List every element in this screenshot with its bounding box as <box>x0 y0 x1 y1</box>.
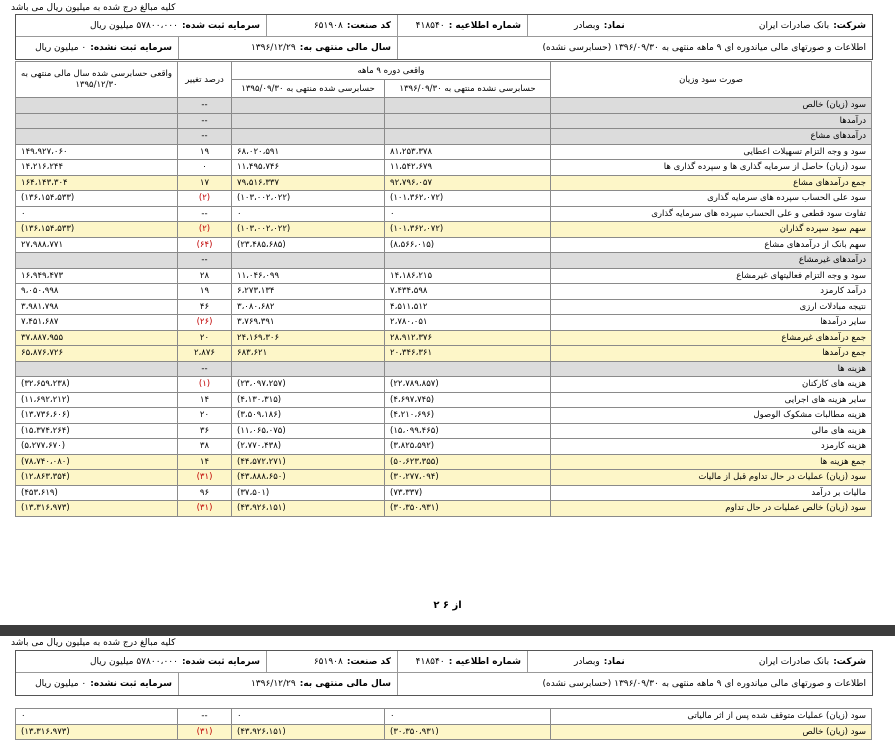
cell-current <box>385 98 551 114</box>
cell-previous: ۳،۰۸۰،۶۸۲ <box>232 299 385 315</box>
row-label: سود (زیان) خالص <box>551 724 872 740</box>
table-row <box>16 175 872 191</box>
cell-year: ۲۷،۹۸۸،۷۷۱ <box>16 237 178 253</box>
row-label: هزینه کارمزد <box>551 439 872 455</box>
table-row <box>16 392 872 408</box>
cell-change: (۳۱) <box>178 724 232 740</box>
row-label: جمع درآمدهای مشاع <box>551 175 872 191</box>
capital-unregistered-value-2: ۰ میلیون ریال <box>35 679 87 689</box>
cell-year: ۱۴،۲۱۶،۲۴۴ <box>16 160 178 176</box>
cell-current: ۱۱،۵۴۲،۶۷۹ <box>385 160 551 176</box>
table-row <box>16 144 872 160</box>
cell-year: (۱۳۶،۱۵۴،۵۳۳) <box>16 222 178 238</box>
table-row <box>16 709 872 725</box>
cell-year: ۳۷،۸۸۷،۹۵۵ <box>16 330 178 346</box>
row-label: هزینه های کارکنان <box>551 377 872 393</box>
cell-current: (۳۰،۲۷۷،۰۹۴) <box>385 470 551 486</box>
cell-year: ۹،۰۵۰،۹۹۸ <box>16 284 178 300</box>
cell-previous: (۲۳،۴۸۵،۶۸۵) <box>232 237 385 253</box>
cell-current: (۴،۲۱۰،۶۹۶) <box>385 408 551 424</box>
cell-previous: ۱۱،۰۴۶،۰۹۹ <box>232 268 385 284</box>
row-label: سود علی الحساب سپرده های سرمایه گذاری <box>551 191 872 207</box>
cell-year: (۵،۲۷۷،۶۷۰) <box>16 439 178 455</box>
cell-previous: ۲۴،۱۶۹،۳۰۶ <box>232 330 385 346</box>
cell-year: ۱۶۴،۱۴۳،۳۰۴ <box>16 175 178 191</box>
cell-change: ۲۰ <box>178 330 232 346</box>
cell-current: (۱۰۱،۳۶۲،۰۷۲) <box>385 222 551 238</box>
table-row <box>16 268 872 284</box>
cell-previous: (۱۰۳،۰۰۲،۰۲۲) <box>232 222 385 238</box>
cell-previous <box>232 253 385 269</box>
notice-cell <box>397 15 527 36</box>
fiscal-cell <box>178 37 397 59</box>
row-label: سود (زیان) حاصل از سرمایه گذاری ها و سپرده گذاری ها <box>551 160 872 176</box>
amount-unit-note: کلیه مبالغ درج شده به میلیون ریال می باشد <box>11 3 176 13</box>
cell-change: (۱) <box>178 377 232 393</box>
cell-previous <box>232 98 385 114</box>
cell-change: -- <box>178 129 232 145</box>
row-label: جمع درآمدها <box>551 346 872 362</box>
cell-year: (۱۵،۳۷۴،۲۶۴) <box>16 423 178 439</box>
cell-year: ۱۴۹،۹۲۷،۰۶۰ <box>16 144 178 160</box>
cell-year: (۱۳،۳۱۶،۹۷۳) <box>16 724 178 740</box>
cell-year: (۴۵۳،۶۱۹) <box>16 485 178 501</box>
cell-previous: (۴۳،۸۸۸،۶۵۰) <box>232 470 385 486</box>
industry-cell-2 <box>266 651 397 672</box>
industry-cell <box>266 15 397 36</box>
row-label: مالیات بر درآمد <box>551 485 872 501</box>
cell-previous: (۳،۵۰۹،۱۸۶) <box>232 408 385 424</box>
cell-change: ۳۶ <box>178 423 232 439</box>
cell-current: (۷۳،۳۳۷) <box>385 485 551 501</box>
fiscal-date-2: ۱۳۹۶/۱۲/۲۹ <box>250 679 296 689</box>
table-row <box>16 315 872 331</box>
cell-change: ۲،۸۷۶ <box>178 346 232 362</box>
cell-current: ۹۲،۷۹۶،۰۵۷ <box>385 175 551 191</box>
cell-year: ۰ <box>16 709 178 725</box>
cell-change: ۹۶ <box>178 485 232 501</box>
table-row <box>16 330 872 346</box>
cell-previous: (۱۱،۰۶۵،۰۷۵) <box>232 423 385 439</box>
cell-change: ۲۰ <box>178 408 232 424</box>
fiscal-label: سال مالی منتهی به: <box>299 43 391 53</box>
symbol-label-2: نماد: <box>603 656 625 667</box>
row-label: نتیجه مبادلات ارزی <box>551 299 872 315</box>
company-cell-2 <box>527 651 872 672</box>
row-label: درآمدهای غیرمشاع <box>551 253 872 269</box>
cell-current: (۱۰۱،۳۶۲،۰۷۲) <box>385 191 551 207</box>
cell-change: ۴۶ <box>178 299 232 315</box>
report-header <box>15 14 873 60</box>
cell-current: ۲۰،۳۴۶،۳۶۱ <box>385 346 551 362</box>
table-row <box>16 408 872 424</box>
table-row <box>16 160 872 176</box>
notice-number: ۴۱۸۵۴۰ <box>415 20 445 31</box>
row-label: درآمدهای مشاع <box>551 129 872 145</box>
table-row <box>16 113 872 129</box>
cell-year: (۱۳،۷۳۶،۶۰۶) <box>16 408 178 424</box>
notice-label-2: شماره اطلاعیه : <box>448 656 521 667</box>
cell-change: -- <box>178 253 232 269</box>
company-name-2: بانک صادرات ایران <box>758 656 830 667</box>
page-number: ۲ از ۶ <box>433 600 462 611</box>
table-row <box>16 284 872 300</box>
row-label: سود (زیان) خالص <box>551 98 872 114</box>
cell-year: (۱۳،۳۱۶،۹۷۳) <box>16 501 178 517</box>
cell-current: (۱۵،۰۹۹،۴۶۵) <box>385 423 551 439</box>
cell-change: (۶۴) <box>178 237 232 253</box>
symbol-value-2: وبصادر <box>574 656 600 667</box>
cell-change: (۲) <box>178 191 232 207</box>
cell-previous <box>232 129 385 145</box>
capital-unregistered-cell <box>16 37 178 59</box>
cell-previous: (۲،۷۷۰،۴۳۸) <box>232 439 385 455</box>
industry-code: ۶۵۱۹۰۸ <box>313 20 343 31</box>
row-label: سود (زیان) عملیات متوقف شده پس از اثر مالیاتی <box>551 709 872 725</box>
cell-previous: (۱۰۳،۰۰۲،۰۲۲) <box>232 191 385 207</box>
cell-previous: ۰ <box>232 206 385 222</box>
table-row <box>16 98 872 114</box>
cell-change: ۱۴ <box>178 454 232 470</box>
cell-previous: ۶۸،۰۲۰،۵۹۱ <box>232 144 385 160</box>
cell-change: (۳۱) <box>178 501 232 517</box>
row-label: سود و وجه التزام فعالیتهای غیرمشاع <box>551 268 872 284</box>
notice-number-2: ۴۱۸۵۴۰ <box>415 656 445 667</box>
row-label: درآمد کارمزد <box>551 284 872 300</box>
cell-year <box>16 361 178 377</box>
cell-current <box>385 129 551 145</box>
row-label: سایر هزینه های اجرایی <box>551 392 872 408</box>
cell-year <box>16 98 178 114</box>
income-statement-table <box>15 61 872 517</box>
row-label: تفاوت سود قطعی و علی الحساب سپرده های سرمایه گذاری <box>551 206 872 222</box>
table-row <box>16 501 872 517</box>
cell-previous: ۱۱،۴۹۵،۷۴۶ <box>232 160 385 176</box>
income-statement-table-2 <box>15 708 872 740</box>
row-label: سهم بانک از درآمدهای مشاع <box>551 237 872 253</box>
capital-registered-value: ۵۷۸۰۰،۰۰۰ میلیون ریال <box>90 20 178 31</box>
cell-change: -- <box>178 361 232 377</box>
cell-previous: ۶۸۳،۶۲۱ <box>232 346 385 362</box>
table-row <box>16 237 872 253</box>
cell-current: (۳۰،۳۵۰،۹۳۱) <box>385 724 551 740</box>
industry-label-2: کد صنعت: <box>346 656 391 667</box>
row-label: هزینه ها <box>551 361 872 377</box>
cell-year: ۷،۴۵۱،۶۸۷ <box>16 315 178 331</box>
symbol-label: نماد: <box>603 20 625 31</box>
col-item-header: صورت سود وزیان <box>551 62 872 98</box>
cell-previous <box>232 113 385 129</box>
cell-current: ۲،۷۸۰،۰۵۱ <box>385 315 551 331</box>
amount-unit-note-2: کلیه مبالغ درج شده به میلیون ریال می باشد <box>11 638 176 648</box>
row-label: جمع درآمدهای غیرمشاع <box>551 330 872 346</box>
table-row <box>16 191 872 207</box>
cell-change: -- <box>178 206 232 222</box>
cell-previous: (۴۳،۹۲۶،۱۵۱) <box>232 724 385 740</box>
cell-previous <box>232 361 385 377</box>
capital-unregistered-value: ۰ میلیون ریال <box>35 43 87 53</box>
cell-change: (۲۶) <box>178 315 232 331</box>
cell-current <box>385 253 551 269</box>
report-description-2: اطلاعات و صورتهای مالی میاندوره ای ۹ ماهه منتهی به ۱۳۹۶/۰۹/۳۰ (حسابرسی نشده) <box>542 679 866 689</box>
cell-current: ۴،۵۱۱،۵۱۲ <box>385 299 551 315</box>
cell-year <box>16 113 178 129</box>
cell-change: ۰ <box>178 160 232 176</box>
table-row <box>16 377 872 393</box>
row-label: سهم سود سپرده گذاران <box>551 222 872 238</box>
cell-current: ۸۱،۲۵۳،۳۷۸ <box>385 144 551 160</box>
description-cell-2 <box>397 673 872 695</box>
cell-current: ۲۸،۹۱۲،۳۷۶ <box>385 330 551 346</box>
cell-change: ۱۹ <box>178 284 232 300</box>
cell-change: (۳۱) <box>178 470 232 486</box>
col-year-header: واقعی حسابرسی شده سال مالی منتهی به ۱۳۹۵/۱۲/۳۰ <box>16 62 178 98</box>
cell-previous: ۳،۷۶۹،۳۹۱ <box>232 315 385 331</box>
col-previous-header: حسابرسی شده منتهی به ۱۳۹۵/۰۹/۳۰ <box>232 80 385 98</box>
cell-change: ۲۸ <box>178 268 232 284</box>
cell-change: ۳۸ <box>178 439 232 455</box>
cell-current <box>385 113 551 129</box>
cell-year: (۱۲،۸۶۳،۳۵۴) <box>16 470 178 486</box>
row-label: جمع هزینه ها <box>551 454 872 470</box>
cell-change: -- <box>178 98 232 114</box>
cell-year: (۱۱،۶۹۲،۲۱۲) <box>16 392 178 408</box>
cell-year: ۳،۹۸۱،۷۹۸ <box>16 299 178 315</box>
cell-previous: (۴،۱۳۰،۳۱۵) <box>232 392 385 408</box>
row-label: سود (زیان) خالص عملیات در حال تداوم <box>551 501 872 517</box>
row-label: هزینه مطالبات مشکوک الوصول <box>551 408 872 424</box>
notice-label: شماره اطلاعیه : <box>448 20 521 31</box>
cell-change: ۱۹ <box>178 144 232 160</box>
company-cell <box>527 15 872 36</box>
table-row <box>16 423 872 439</box>
capital-unregistered-label-2: سرمایه ثبت نشده: <box>90 679 172 689</box>
capital-registered-value-2: ۵۷۸۰۰،۰۰۰ میلیون ریال <box>90 656 178 667</box>
cell-previous: ۶،۲۷۳،۱۳۴ <box>232 284 385 300</box>
row-label: سود و وجه التزام تسهیلات اعطایی <box>551 144 872 160</box>
cell-previous: (۴۴،۵۷۲،۲۷۱) <box>232 454 385 470</box>
cell-change: -- <box>178 709 232 725</box>
table-row <box>16 346 872 362</box>
cell-year <box>16 253 178 269</box>
symbol-value: وبصادر <box>574 20 600 31</box>
cell-current: (۳۰،۳۵۰،۹۳۱) <box>385 501 551 517</box>
cell-year: ۶۵،۸۷۶،۷۲۶ <box>16 346 178 362</box>
table-row <box>16 222 872 238</box>
cell-current: (۵۰،۶۲۳،۳۵۵) <box>385 454 551 470</box>
cell-current: (۲۲،۷۸۹،۸۵۷) <box>385 377 551 393</box>
fiscal-cell-2 <box>178 673 397 695</box>
table-row <box>16 724 872 740</box>
cell-change: -- <box>178 113 232 129</box>
cell-previous: ۰ <box>232 709 385 725</box>
capital-registered-cell <box>16 15 266 36</box>
industry-code-2: ۶۵۱۹۰۸ <box>313 656 343 667</box>
cell-change: ۱۴ <box>178 392 232 408</box>
fiscal-date: ۱۳۹۶/۱۲/۲۹ <box>250 43 296 53</box>
cell-year: ۱۶،۹۴۹،۴۷۳ <box>16 268 178 284</box>
capital-unregistered-label: سرمایه ثبت نشده: <box>90 43 172 53</box>
cell-year: (۳۲،۶۵۹،۲۳۸) <box>16 377 178 393</box>
cell-year: (۱۳۶،۱۵۴،۵۳۳) <box>16 191 178 207</box>
company-label-2: شرکت: <box>833 656 866 667</box>
cell-change: (۲) <box>178 222 232 238</box>
capital-registered-label: سرمایه ثبت شده: <box>181 20 260 31</box>
col-group-header: واقعی دوره ۹ ماهه <box>232 62 551 80</box>
row-label: سایر درآمدها <box>551 315 872 331</box>
cell-current: ۱۴،۱۸۶،۲۱۵ <box>385 268 551 284</box>
cell-current: (۸،۵۶۶،۰۱۵) <box>385 237 551 253</box>
capital-registered-label-2: سرمایه ثبت شده: <box>181 656 260 667</box>
table-row <box>16 439 872 455</box>
table-row <box>16 129 872 145</box>
row-label: سود (زیان) عملیات در حال تداوم قبل از مالیات <box>551 470 872 486</box>
row-label: درآمدها <box>551 113 872 129</box>
capital-registered-cell-2 <box>16 651 266 672</box>
cell-current: ۰ <box>385 709 551 725</box>
page-divider <box>0 625 895 636</box>
cell-previous: (۲۳،۰۹۷،۲۵۷) <box>232 377 385 393</box>
cell-previous: ۷۹،۵۱۶،۳۳۷ <box>232 175 385 191</box>
cell-year: (۷۸،۷۴۰،۰۸۰) <box>16 454 178 470</box>
cell-year <box>16 129 178 145</box>
fiscal-label-2: سال مالی منتهی به: <box>299 679 391 689</box>
table-row <box>16 253 872 269</box>
industry-label: کد صنعت: <box>346 20 391 31</box>
cell-current: (۴،۶۹۷،۷۴۵) <box>385 392 551 408</box>
cell-current: (۳،۸۲۵،۵۹۲) <box>385 439 551 455</box>
table-row <box>16 299 872 315</box>
report-header-2 <box>15 650 873 696</box>
notice-cell-2 <box>397 651 527 672</box>
table-row <box>16 361 872 377</box>
cell-year: ۰ <box>16 206 178 222</box>
table-row <box>16 206 872 222</box>
cell-current: ۰ <box>385 206 551 222</box>
company-label: شرکت: <box>833 20 866 31</box>
cell-previous: (۴۳،۹۲۶،۱۵۱) <box>232 501 385 517</box>
cell-change: ۱۷ <box>178 175 232 191</box>
table-row <box>16 485 872 501</box>
cell-current <box>385 361 551 377</box>
table-row <box>16 454 872 470</box>
company-name: بانک صادرات ایران <box>758 20 830 31</box>
col-current-header: حسابرسی نشده منتهی به ۱۳۹۶/۰۹/۳۰ <box>385 80 551 98</box>
row-label: هزینه های مالی <box>551 423 872 439</box>
cell-current: ۷،۴۳۴،۵۹۸ <box>385 284 551 300</box>
description-cell <box>397 37 872 59</box>
table-row <box>16 470 872 486</box>
col-change-header: درصد تغییر <box>178 62 232 98</box>
capital-unregistered-cell-2 <box>16 673 178 695</box>
report-description: اطلاعات و صورتهای مالی میاندوره ای ۹ ماهه منتهی به ۱۳۹۶/۰۹/۳۰ (حسابرسی نشده) <box>542 43 866 53</box>
cell-previous: (۳۷،۵۰۱) <box>232 485 385 501</box>
